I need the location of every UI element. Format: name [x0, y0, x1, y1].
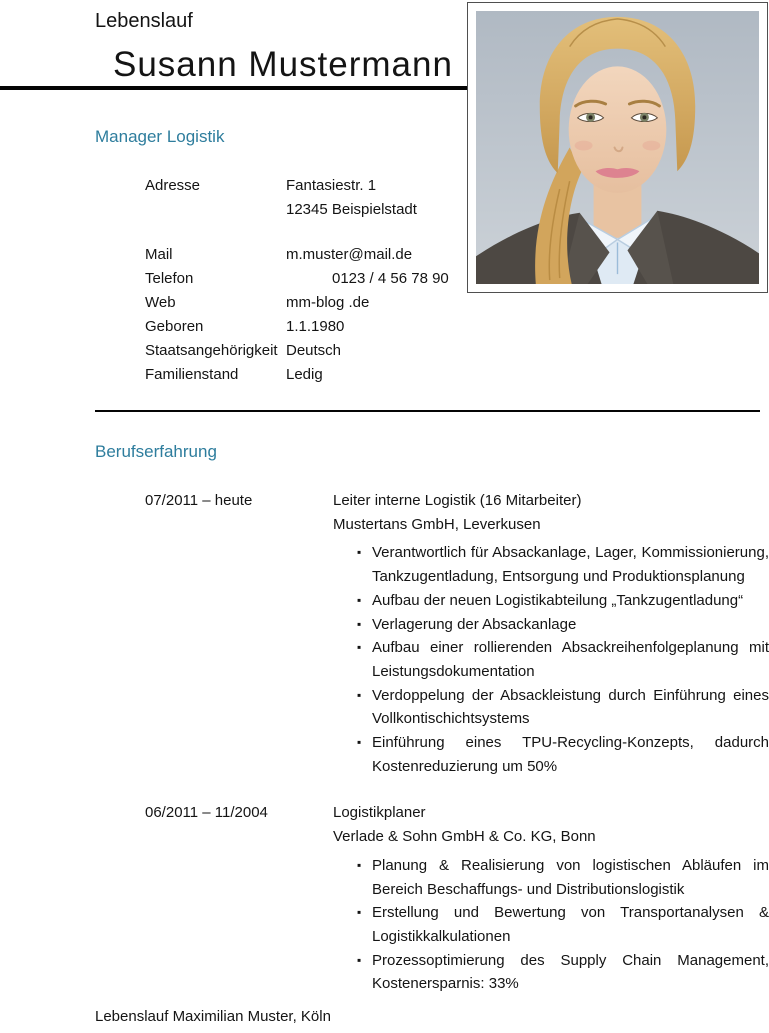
contact-details [145, 174, 449, 387]
address-line-1: Fantasiestr. 1 [286, 177, 377, 194]
bullet-item: ▪ Prozessoptimierung des Supply Chain Management, Kostenersparnis: 33% [333, 949, 769, 996]
footer-reference: Lebenslauf Maximilian Muster, Köln [95, 1008, 331, 1025]
contact-value-nationality: Deutsch [286, 342, 342, 359]
contact-value-mail: m.muster@mail.de [286, 246, 413, 263]
job-company: Mustertans GmbH, Leverkusen [333, 515, 541, 533]
bullet-item: ▪ Verdoppelung der Absackleistung durch Einführung eines Vollkontischichtsystems [333, 684, 769, 731]
contact-row-marital-status [145, 363, 449, 387]
contact-label-marital-status: Familienstand [145, 366, 239, 383]
bullet-item: ▪ Aufbau der neuen Logistikabteilung „Tankzugentladung“ [333, 589, 769, 613]
job-bullets [333, 854, 769, 996]
contact-label-nationality: Staatsangehörigkeit [145, 342, 278, 359]
contact-row-mail [145, 243, 449, 267]
contact-row-phone [145, 267, 449, 291]
contact-row-birthdate [145, 315, 449, 339]
contact-label-mail: Mail [145, 246, 173, 263]
current-role-heading: Manager Logistik [95, 127, 225, 146]
job-period: 06/2011 – 11/2004 [145, 804, 268, 822]
contact-value-address [286, 174, 417, 222]
contact-row-nationality [145, 339, 449, 363]
contact-value-marital-status: Ledig [286, 366, 323, 383]
job-entry-1 [145, 489, 769, 778]
job-main [333, 801, 769, 996]
bullet-item: ▪ Erstellung und Bewertung von Transportanalysen & Logistikkalkulationen [333, 901, 769, 948]
job-title: Leiter interne Logistik (16 Mitarbeiter) [333, 492, 582, 509]
profile-photo-frame [467, 2, 768, 293]
document-type-label: Lebenslauf [95, 10, 193, 32]
name-underline [0, 86, 467, 90]
contact-label-birthdate: Geboren [145, 318, 204, 335]
bullet-item: ▪ Aufbau einer rollierenden Absackreihenfolgeplanung mit Leistungsdokumentation [333, 636, 769, 683]
person-name: Susann Mustermann [113, 45, 453, 84]
contact-row-web [145, 291, 449, 315]
contact-label-phone: Telefon [145, 270, 194, 287]
bullet-item: ▪ Planung & Realisierung von logistischen Abläufen im Bereich Beschaffungs- und Distributionslogistik [333, 854, 769, 901]
job-period: 07/2011 – heute [145, 492, 253, 509]
job-bullets [333, 541, 769, 778]
job-entry-2 [145, 801, 769, 996]
section-divider [95, 410, 760, 412]
bullet-item: ▪ Verlagerung der Absackanlage [333, 613, 769, 637]
contact-value-phone: 0123 / 4 56 78 90 [332, 270, 449, 287]
job-main [333, 489, 769, 778]
address-line-2: 12345 Beispielstadt [286, 201, 417, 218]
contact-row-address [145, 174, 449, 222]
portrait-illustration [476, 11, 759, 284]
bullet-item: ▪ Einführung eines TPU-Recycling-Konzepts, dadurch Kostenreduzierung um 50% [333, 731, 769, 778]
contact-value-birthdate: 1.1.1980 [286, 318, 345, 335]
contact-value-web: mm-blog .de [286, 294, 370, 311]
experience-list [145, 489, 769, 996]
job-company: Verlade & Sohn GmbH & Co. KG, Bonn [333, 828, 596, 846]
contact-label-web: Web [145, 294, 176, 311]
bullet-item: ▪ Verantwortlich für Absackanlage, Lager, Kommissionierung, Tankzugentladung, Entsorgung und Produktionsplanung [333, 541, 769, 588]
job-title: Logistikplaner [333, 804, 426, 822]
experience-heading: Berufserfahrung [95, 442, 217, 461]
contact-label-address: Adresse [145, 177, 201, 194]
